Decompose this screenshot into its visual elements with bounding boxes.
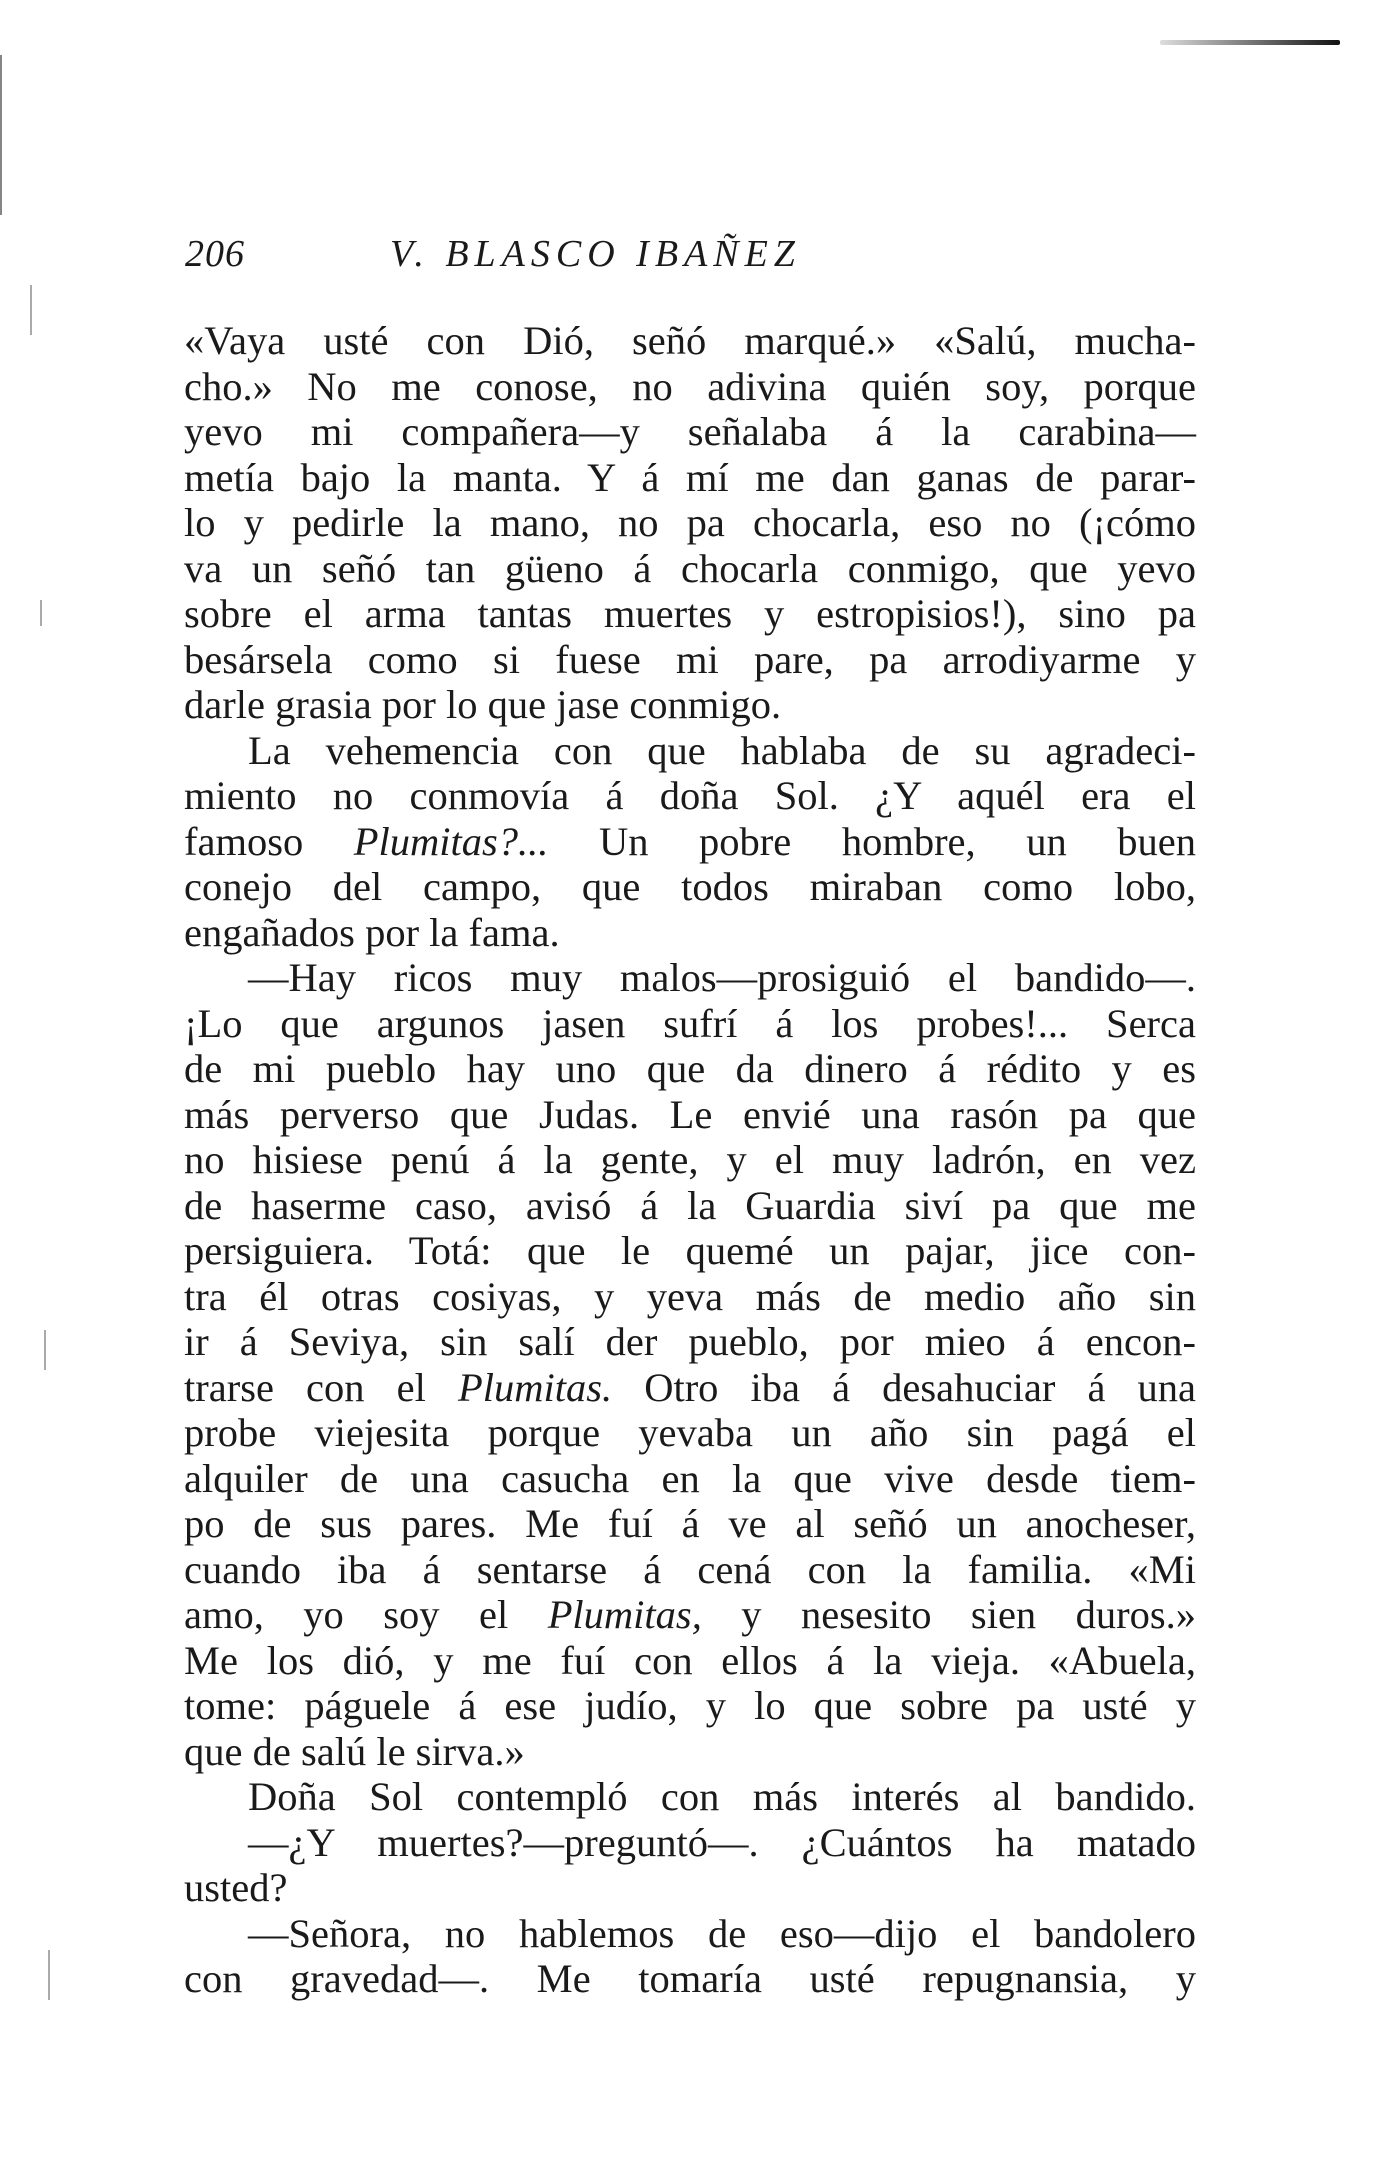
scan-speck: [30, 285, 32, 335]
text-line: po de sus pares. Me fuí á ve al señó un anocheser,: [184, 1501, 1196, 1546]
text-line: sobre el arma tantas muertes y estropisios!), sino pa: [184, 591, 1196, 636]
text-line: besársela como si fuese mi pare, pa arrodiyarme y: [184, 636, 1196, 682]
text-line: con gravedad—. Me tomaría usté repugnansia, y: [184, 1956, 1196, 2001]
text-line: probe viejesita porque yevaba un año sin pagá el: [184, 1410, 1196, 1455]
running-head: V. BLASCO IBAÑEZ: [390, 233, 801, 275]
page-number: 206: [185, 233, 245, 275]
text-line: yevo mi compañera—y señalaba á la carabina—: [184, 409, 1196, 454]
text-line: tra él otras cosiyas, y yeva más de medio año sin: [184, 1273, 1196, 1319]
text-line: no hisiese penú á la gente, y el muy ladrón, en vez: [184, 1137, 1196, 1182]
text-line: que de salú le sirva.»: [184, 1728, 525, 1774]
text-run: Un pobre hombre, un buen: [548, 818, 1197, 864]
text-line: Me los dió, y me fuí con ellos á la vieja. «Abuela,: [184, 1637, 1196, 1683]
text-line: engañados por la fama.: [184, 909, 560, 955]
text-line: [184, 1365, 1196, 1411]
italic-name: Plumitas,: [547, 1592, 702, 1637]
text-line: alquiler de una casucha en la que vive desde tiem-: [184, 1455, 1196, 1501]
scan-edge-mark: [0, 55, 2, 215]
scan-speck: [40, 600, 42, 626]
text-line: ¡Lo que argunos jasen sufrí á los probes!... Serca: [184, 1000, 1196, 1046]
text-line: metía bajo la manta. Y á mí me dan ganas de parar-: [184, 454, 1196, 500]
text-line: cho.» No me conose, no adivina quién soy, porque: [184, 363, 1196, 409]
page-header: [185, 232, 1195, 292]
italic-name: Plumitas.: [457, 1364, 613, 1410]
text-run: famoso: [184, 818, 354, 864]
text-line: La vehemencia con que hablaba de su agradeci-: [248, 727, 1196, 773]
text-line: —Hay ricos muy malos—prosiguió el bandido—.: [248, 955, 1196, 1000]
text-run: Otro iba á desahuciar á una: [612, 1364, 1196, 1410]
text-line: Doña Sol contempló con más interés al bandido.: [248, 1774, 1196, 1819]
text-line: va un señó tan güeno á chocarla conmigo, que yevo: [184, 545, 1196, 591]
text-line: cuando iba á sentarse á cená con la familia. «Mi: [184, 1546, 1196, 1592]
text-run: trarse con el: [184, 1364, 458, 1410]
text-line: persiguiera. Totá: que le quemé un pajar, jice con-: [184, 1228, 1196, 1273]
text-run: amo, yo soy el: [184, 1592, 548, 1637]
text-line: miento no conmovía á doña Sol. ¿Y aquél era el: [184, 773, 1196, 818]
scan-speck: [48, 1950, 50, 2000]
text-line: más perverso que Judas. Le envié una rasón pa que: [184, 1091, 1196, 1137]
text-line: usted?: [184, 1865, 288, 1910]
text-line: [184, 1592, 1196, 1638]
text-line: «Vaya usté con Dió, señó marqué.» «Salú, mucha-: [184, 318, 1196, 363]
text-line: de mi pueblo hay uno que da dinero á rédito y es: [184, 1046, 1196, 1091]
scan-speck: [44, 1330, 46, 1370]
text-line: tome: páguele á ese judío, y lo que sobre pa usté y: [184, 1683, 1196, 1728]
text-line: darle grasia por lo que jase conmigo.: [184, 682, 782, 727]
text-line: [184, 819, 1196, 865]
text-line: lo y pedirle la mano, no pa chocarla, eso no (¡cómo: [184, 500, 1196, 545]
scan-mark-top: [1160, 40, 1340, 45]
text-line: —Señora, no hablemos de eso—dijo el bandolero: [248, 1910, 1196, 1956]
italic-name: Plumitas?...: [353, 818, 549, 864]
text-line: —¿Y muertes?—preguntó—. ¿Cuántos ha matado: [248, 1819, 1196, 1865]
text-run: y nesesito sien duros.»: [701, 1592, 1197, 1637]
body-text: [184, 318, 1196, 2002]
text-line: de haserme caso, avisó á la Guardia siví pa que me: [184, 1182, 1196, 1228]
text-line: ir á Seviya, sin salí der pueblo, por mieo á encon-: [184, 1319, 1196, 1364]
text-line: conejo del campo, que todos miraban como lobo,: [184, 864, 1196, 909]
